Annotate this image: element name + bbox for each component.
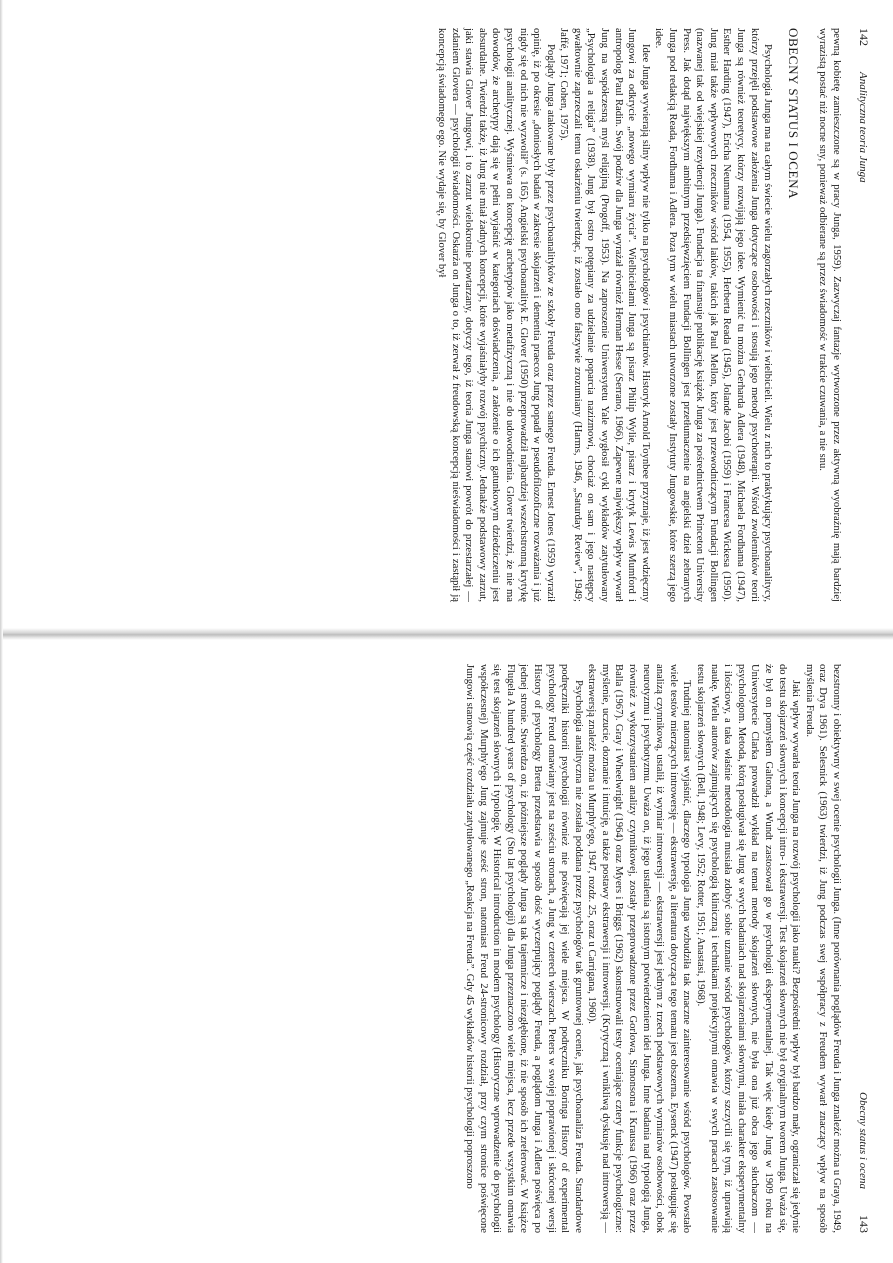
left-body-text [434,28,843,602]
paragraph: Psychologia analityczna nie została poddana przez psychologów tak gruntownej ocenie, jak psychoanaliza Freuda. Standardowe podręczniki historii psychologii również nie poświęcają jej wiele miejsca. W podręczniku Boringa History of experimental psychology Freud omawiany jest na sześciu stronach, a Jung w czterech wierszach. Peters w swojej poprawionej i skróconej wersji History of psychology Bretta przedstawia w sposób dość wyczerpujący poglądy Freuda, a poglądom Junga i Adlera poświęca po jednej stronie. Stwierdza on, iż późniejsze poglądy Junga są tak tajemnicze i niezgłębione, iż nie sposób ich zreferować. W książce Flugela A hundred years of psychology (Sto lat psychologii) dla Junga przeznaczono wiele miejsca, lecz przede wszystkim omawia się test skojarzeń słownych i typologię. W Historical introduction in modern psychology (Historyczne wprowadzenie do psychologii współczesnej) Murphy'ego Jung zajmuje sześć stron, natomiast Freud 24-stronicowy rozdział, przy czym stronice poświęcone Jungowi stanowią część rozdziału zatytułowanego „Reakcja na Freuda”. Gdy 45 wykładów historii psychologii poproszono [463,664,584,1233]
paragraph: Poglądy Junga atakowane były przez psychoanalityków ze szkoły Freuda oraz przez samego Freuda. Ernest Jones (1959) wyraził opinię, iż po okresie „doniosłych badań w zakresie skojarzeń i dementia praecox Jung popadł w pseudofilozoficzne rozważania i już nigdy się od nich nie wyzwolił” (s. 165). Angielski psychoanalityk E. Glover (1950) przeprowadził najbardziej wszechstronną krytykę psychologii analitycznej. Wyśmiewa on koncepcję archetypów jako metafizyczną i nie do udowodnienia. Glover twierdzi, że nie ma dowodów, że archetypy dają się w pełni wyjaśnić w kategoriach doświadczenia, a założenie o ich gatunkowym dziedziczeniu jest absurdalne. Twierdzi także, iż Jung nie miał żadnych koncepcji, które wyjaśniałyby rozwój psychiczny. Jednakże podstawowy zarzut, jaki stawia Glover Jungowi, i to zarzut wielokrotnie powtarzany, dotyczy tego, iż teoria Junga stanowi powrót do przestarzałej — zdaniem Glovera — psychologii świadomości. Oskarża on Junga o to, iż zerwał z freudowską koncepcją nieświadomości i zastąpił ją koncepcją świadomego ego. Nie wydaje się, by Glover był [435,28,556,602]
right-page [0,640,893,1263]
left-page [0,0,893,628]
page-number: 142 [857,28,871,46]
paragraph: Trudniej natomiast wyjaśnić, dlaczego typologia Junga wzbudziła tak znaczne zainteresowanie wśród psychologów. Powstało wiele testów mierzących introwersję — ekstrawersję, a literatura dotycząca tego tematu jest obszerna. Eysenck (1947) posługując się analizą czynnikową, ustalił, iż wymiar introwersji — ekstrawersji jest jednym z trzech podstawowych wymiarów osobowości, obok neurotyzmu i psychotyzmu. Uważa on, iż jego ustalenia są istotnym potwierdzeniem idei Junga. Inne badania nad typologią Junga, również z wykorzystaniem analizy czynnikowej, zostały przeprowadzone przez Gorlowa, Simonsona i Kraussa (1966) oraz przez Balla (1967). Gray i Wheelwright (1964) oraz Myers i Briggs (1962) skonstruowali testy oceniające cztery funkcje psychologiczne: myślenie, uczucie, doznanie i intuicję, a także postawy ekstrawersji i introwersji. (Krytyczną i wnikliwą dyskusję nad introwersją — ekstrawersją znaleźć można u Murphy'ego, 1947, rozdz. 25, oraz u Carrigana, 1960). [586,664,693,1233]
page-number: 143 [857,1215,871,1233]
paragraph: pewną kobietę zamieszczone są w pracy Junga, 1959). Zazwyczaj fantazje wytworzone przez aktywną wyobraźnię mają bardziej wyrazistą postać niż nocne sny, ponieważ odbierane są przez świadomość w trakcie czuwania, a nie snu. [817,28,842,602]
running-title: Obecny status i ocena [857,1092,869,1189]
book-gutter [0,628,893,640]
left-running-head [855,28,871,602]
paragraph: Jaki wpływ wywarła teoria Junga na rozwój psychologii jako nauki? Bezpośredni wpływ był bardzo mały, ograniczał się jedynie do testu skojarzeń słownych i koncepcji intro- i ekstrawersji. Test skojarzeń słownych nie był oryginalnym tworem Junga. Uważa się, że był on pomysłem Galtona, a Wundt zastosował go w psychologii eksperymentalnej. Tak więc kiedy Jung w 1909 roku na Uniwersytecie Clarka prowadził wykład na temat metody skojarzeń słownych, nie była ona już obca jego słuchaczom — psychologom. Metoda, którą posługiwał się Jung w swych badaniach nad skojarzeniami słownymi, miała charakter eksperymentalny i ilościowy, a taka właśnie metodologia musiała zdobyć sobie uznanie wśród psychologów, którzy szczycili się tym, iż uprawiają naukę. Wielu autorów zajmujących się psychologią kliniczną i technikami projekcyjnymi omawia w swych pracach zastosowanie testu skojarzeń słownych (Bell, 1948; Levy, 1952; Rotter, 1951; Anastasi, 1968). [695,664,802,1233]
running-title: Analityczna teoria Junga [857,72,869,183]
right-running-head [855,664,871,1233]
paragraph: bezstronny i obiektywny w swej ocenie psychologii Junga. (Inne porównania poglądów Freuda i Junga znaleźć można u Graya, 1949, oraz Drya 1961). Selesnick (1963) twierdzi, iż Jung podczas swej współpracy z Freudem wywarł znaczący wpływ na sposób myślenia Freuda. [803,664,842,1233]
paragraph: Idee Junga wywierają silny wpływ nie tylko na psychologów i psychiatrów. Historyk Arnold Toynbee przyznaje, iż jest wdzięczny Jungowi za odkrycie „nowego wymiaru życia”. Wielbicielami Junga są pisarz Philip Wylie, pisarz i krytyk Lewis Mumford i antropolog Paul Radin. Swój podziw dla Junga wyrażał również Herman Hesse (Serrano, 1966). Zapewne największy wpływ wywarł Jung na współczesną myśl religijną (Progoff, 1953). Na zaproszenie Uniwersytetu Yale wygłosił cykl wykładów zatytułowany „Psychologia a religia” (1938). Jung był ostro potępiany za udzielanie poparcia nazizmowi, chociaż on sam i jego następcy gwałtownie zaprzeczali temu oskarżeniu twierdząc, iż zostało ono fałszywie zrozumiany (Harms, 1946, „Saturday Review”, 1949; Jaffé, 1971; Cohen, 1975). [558,28,651,602]
section-heading: OBECNY STATUS I OCENA [785,28,801,200]
right-body-text [462,664,843,1233]
scan-edge [0,0,3,1263]
paragraph: Psychologia Junga ma na całym świecie wielu zagorzałych rzeczników i wielbicieli. Wielu z nich to praktykujący psychoanalitycy, którzy przejęli podstawowe założenia Junga dotyczące osobowości i stosują jego metody psychoterapii. Wśród zwolenników teorii Junga są również teoretycy, którzy rozwijają jego idee. Wymienić tu można Gerharda Adlera (1948), Michaela Fordhama (1947), Esther Harding (1947), Ericha Neumanna (1954, 1955), Herberta Reada (1945), Jolande Jacobi (1959) i Francesa Wickesa (1950). Jung miał także wpływowych rzeczników wśród laików, takich jak Paul Mellon, który jest przewodniczącym Fundacji Bollingen (nazwanej tak od wiejskiej rezydencji Junga). Fundacja ta finansuje publikację książek Junga za pośrednictwem Princeton University Press. Jak dotąd największym ambitnym przedsięwzięciem Fundacji Bollingen jest przetłumaczenie na angielski dzieł zebranych Junga pod redakcją Reada, Fordhama i Adlera. Poza tym w wielu miastach utworzone zostały Instytuty Jungowskie, które szerzą jego idee. [653,28,774,602]
